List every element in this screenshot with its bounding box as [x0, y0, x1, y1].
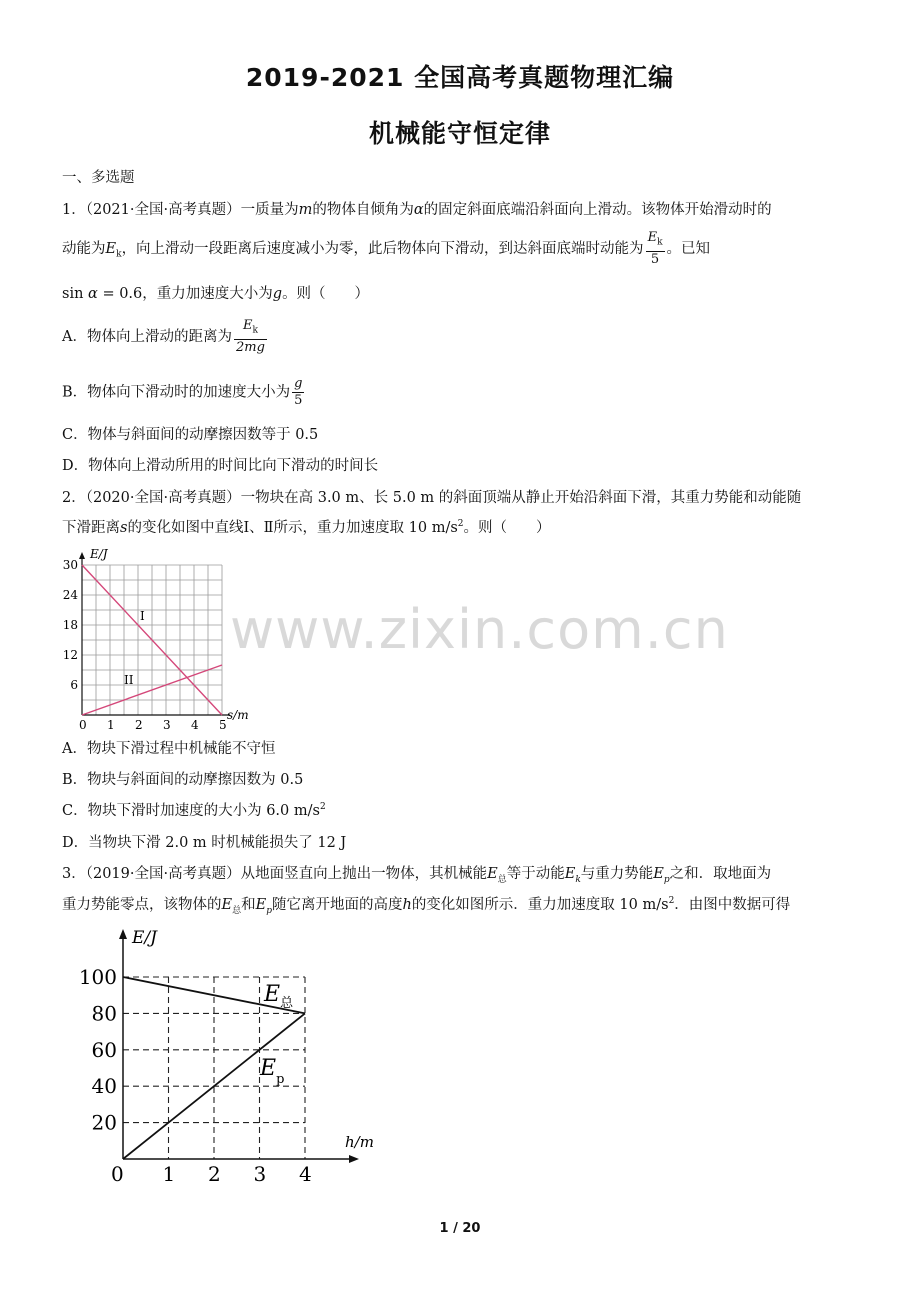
q1-line-1: [62, 198, 772, 219]
option-text: C．物块下滑时加速度的大小为 6.0 m/s: [62, 803, 320, 819]
q1-text: 的固定斜面底端沿斜面向上滑动。该物体开始滑动时的: [423, 202, 772, 218]
chart2-y-axis-label: E/J: [132, 928, 157, 948]
superscript: 2: [668, 896, 675, 907]
q2-option-a[interactable]: A．物块下滑过程中机械能不守恒: [62, 741, 276, 757]
var-g: g: [294, 376, 303, 391]
q1-text: = 0.6，重力加速度大小为: [102, 286, 273, 302]
q3-text: 和: [241, 897, 256, 913]
q2-text: 。则（ ）: [463, 520, 551, 536]
q1-option-a[interactable]: [62, 318, 269, 356]
q1-number: 1．: [62, 202, 86, 218]
fraction-g-over-5: [292, 376, 304, 409]
var-Ek: E: [242, 318, 253, 333]
q3-text: 的变化如图所示．重力加速度取 10 m/s: [411, 897, 669, 913]
y-tick-label: 24: [62, 588, 78, 602]
x-tick-label: 1: [107, 718, 115, 732]
var-Ek: E: [564, 866, 576, 882]
x-tick-label: 1: [162, 1162, 176, 1186]
denominator: 5: [650, 251, 660, 267]
q3-text: ．由图中数据可得: [674, 897, 791, 913]
q1-option-c[interactable]: C．物体与斜面间的动摩擦因数等于 0.5: [62, 427, 319, 443]
q1-line-3: [62, 282, 369, 303]
q2-line-2: [62, 516, 551, 537]
var-alpha: α: [88, 286, 98, 302]
chart1-ticks: [63, 558, 227, 732]
y-tick-label: 20: [91, 1110, 117, 1135]
y-tick-label: 30: [62, 558, 78, 572]
var-m: m: [298, 202, 313, 218]
q3-text: 重力势能零点，该物体的: [62, 897, 222, 913]
denominator: 5: [294, 393, 303, 408]
series-label-I: I: [140, 609, 145, 623]
var-g: g: [272, 286, 283, 302]
q1-source: （2021·全国·高考真题）: [85, 202, 241, 218]
x-tick-label: 4: [299, 1162, 312, 1186]
var-E: E: [487, 866, 498, 882]
chart1-x-axis-label: s/m: [227, 708, 249, 722]
series-label-E-total: $E_总$: [264, 982, 294, 1011]
y-tick-label: 100: [78, 965, 117, 989]
q2-line-1: [62, 486, 801, 507]
q3-text: 与重力势能: [580, 866, 654, 882]
chart2-x-axis-label: h/m: [345, 1133, 374, 1151]
var-Ek: E: [647, 230, 658, 245]
watermark: www.zixin.com.cn: [230, 598, 729, 661]
q2-text: 的变化如图中直线Ⅰ、Ⅱ所示，重力加速度取 10 m/s: [127, 520, 458, 536]
subscript: p: [663, 874, 670, 885]
subscript: 总: [497, 874, 507, 885]
x-tick-label: 0: [79, 718, 87, 732]
document-title: 2019-2021 全国高考真题物理汇编: [245, 63, 675, 92]
fraction-Ek-over-2mg: [234, 318, 267, 356]
series-label-E-p: $E_p$: [260, 1056, 285, 1087]
x-tick-label: 2: [208, 1162, 221, 1186]
q1-text: ，向上滑动一段距离后速度减小为零，此后物体向下滑动，到达斜面底端时动能为: [121, 240, 644, 257]
option-text: A．物体向上滑动的距离为: [62, 328, 232, 345]
sin-text: sin: [62, 286, 84, 302]
y-tick-label: 80: [91, 1001, 117, 1026]
q3-line-2: [62, 893, 790, 916]
y-tick-label: 12: [62, 648, 78, 662]
y-axis-arrow: [79, 552, 85, 559]
q1-text: 。则（ ）: [282, 286, 370, 302]
chart1-grid: [79, 552, 230, 715]
q3-line-1: [62, 862, 771, 885]
q3-number: 3．: [62, 866, 86, 882]
x-tick-label: 2: [135, 718, 143, 732]
var-alpha: α: [413, 202, 424, 218]
chart-energy-vs-height: [70, 925, 374, 1186]
var-E: E: [221, 897, 233, 913]
x-tick-label: 5: [219, 718, 227, 732]
q2-option-c[interactable]: [62, 799, 326, 820]
option-text: B．物体向下滑动时的加速度大小为: [62, 384, 291, 401]
q3-text: 从地面竖直向上抛出一物体，其机械能: [240, 866, 488, 882]
subscript: k: [116, 249, 122, 260]
q1-line-2: [62, 230, 710, 268]
subscript: k: [252, 325, 258, 336]
q2-source: （2020·全国·高考真题）: [85, 490, 241, 506]
q2-option-b[interactable]: B．物块与斜面间的动摩擦因数为 0.5: [62, 772, 304, 788]
var-h: h: [402, 897, 412, 913]
x-tick-label: 3: [253, 1162, 267, 1186]
q2-text: 一物块在高 3.0 m、长 5.0 m 的斜面顶端从静止开始沿斜面下滑，其重力势能和动能随: [240, 490, 802, 506]
q1-text: 一质量为: [240, 202, 299, 218]
subscript: k: [657, 237, 663, 248]
q3-text: 随它离开地面的高度: [271, 897, 403, 913]
subscript: p: [266, 905, 272, 916]
x-tick-label: 3: [163, 718, 171, 732]
page-number: 1 / 20: [439, 1221, 481, 1236]
chart2-grid: [119, 929, 359, 1163]
var-Ek: E: [105, 240, 117, 257]
q2-option-d[interactable]: D．当物块下滑 2.0 m 时机械能损失了 12 J: [62, 835, 347, 851]
q1-text: 动能为: [62, 240, 106, 257]
q3-text: 等于动能: [506, 866, 565, 882]
subscript: k: [575, 874, 581, 885]
var-Ep: E: [255, 897, 267, 913]
x-tick-label: 4: [191, 718, 199, 732]
superscript: 2: [319, 802, 326, 813]
chart1-y-axis-label: E/J: [90, 547, 108, 561]
x-axis-arrow: [349, 1155, 359, 1163]
q1-text: 。已知: [666, 240, 711, 257]
y-tick-label: 18: [62, 618, 78, 632]
q2-text: 下滑距离: [62, 520, 120, 536]
q1-option-d[interactable]: D．物体向上滑动所用的时间比向下滑动的时间长: [62, 458, 379, 474]
superscript: 2: [457, 519, 464, 530]
subscript: 总: [232, 905, 242, 916]
q1-text: 的物体自倾角为: [312, 202, 414, 218]
y-tick-label: 60: [91, 1037, 117, 1062]
q3-source: （2019·全国·高考真题）: [85, 866, 241, 882]
q3-text: 之和．取地面为: [669, 866, 772, 882]
y-axis-arrow: [119, 929, 127, 939]
q2-number: 2．: [62, 490, 86, 506]
series-label-II: II: [124, 673, 134, 687]
var-Ep: E: [653, 866, 664, 882]
y-tick-label: 6: [70, 678, 78, 692]
var-s: s: [120, 520, 128, 536]
document-subtitle: 机械能守恒定律: [368, 119, 551, 148]
x-tick-label: 0: [111, 1162, 124, 1186]
y-tick-label: 40: [91, 1074, 117, 1099]
fraction-Ek-over-5: [646, 230, 665, 268]
q1-option-b[interactable]: [62, 376, 306, 409]
section-heading: 一、多选题: [62, 170, 135, 186]
denominator: 2mg: [235, 339, 265, 355]
